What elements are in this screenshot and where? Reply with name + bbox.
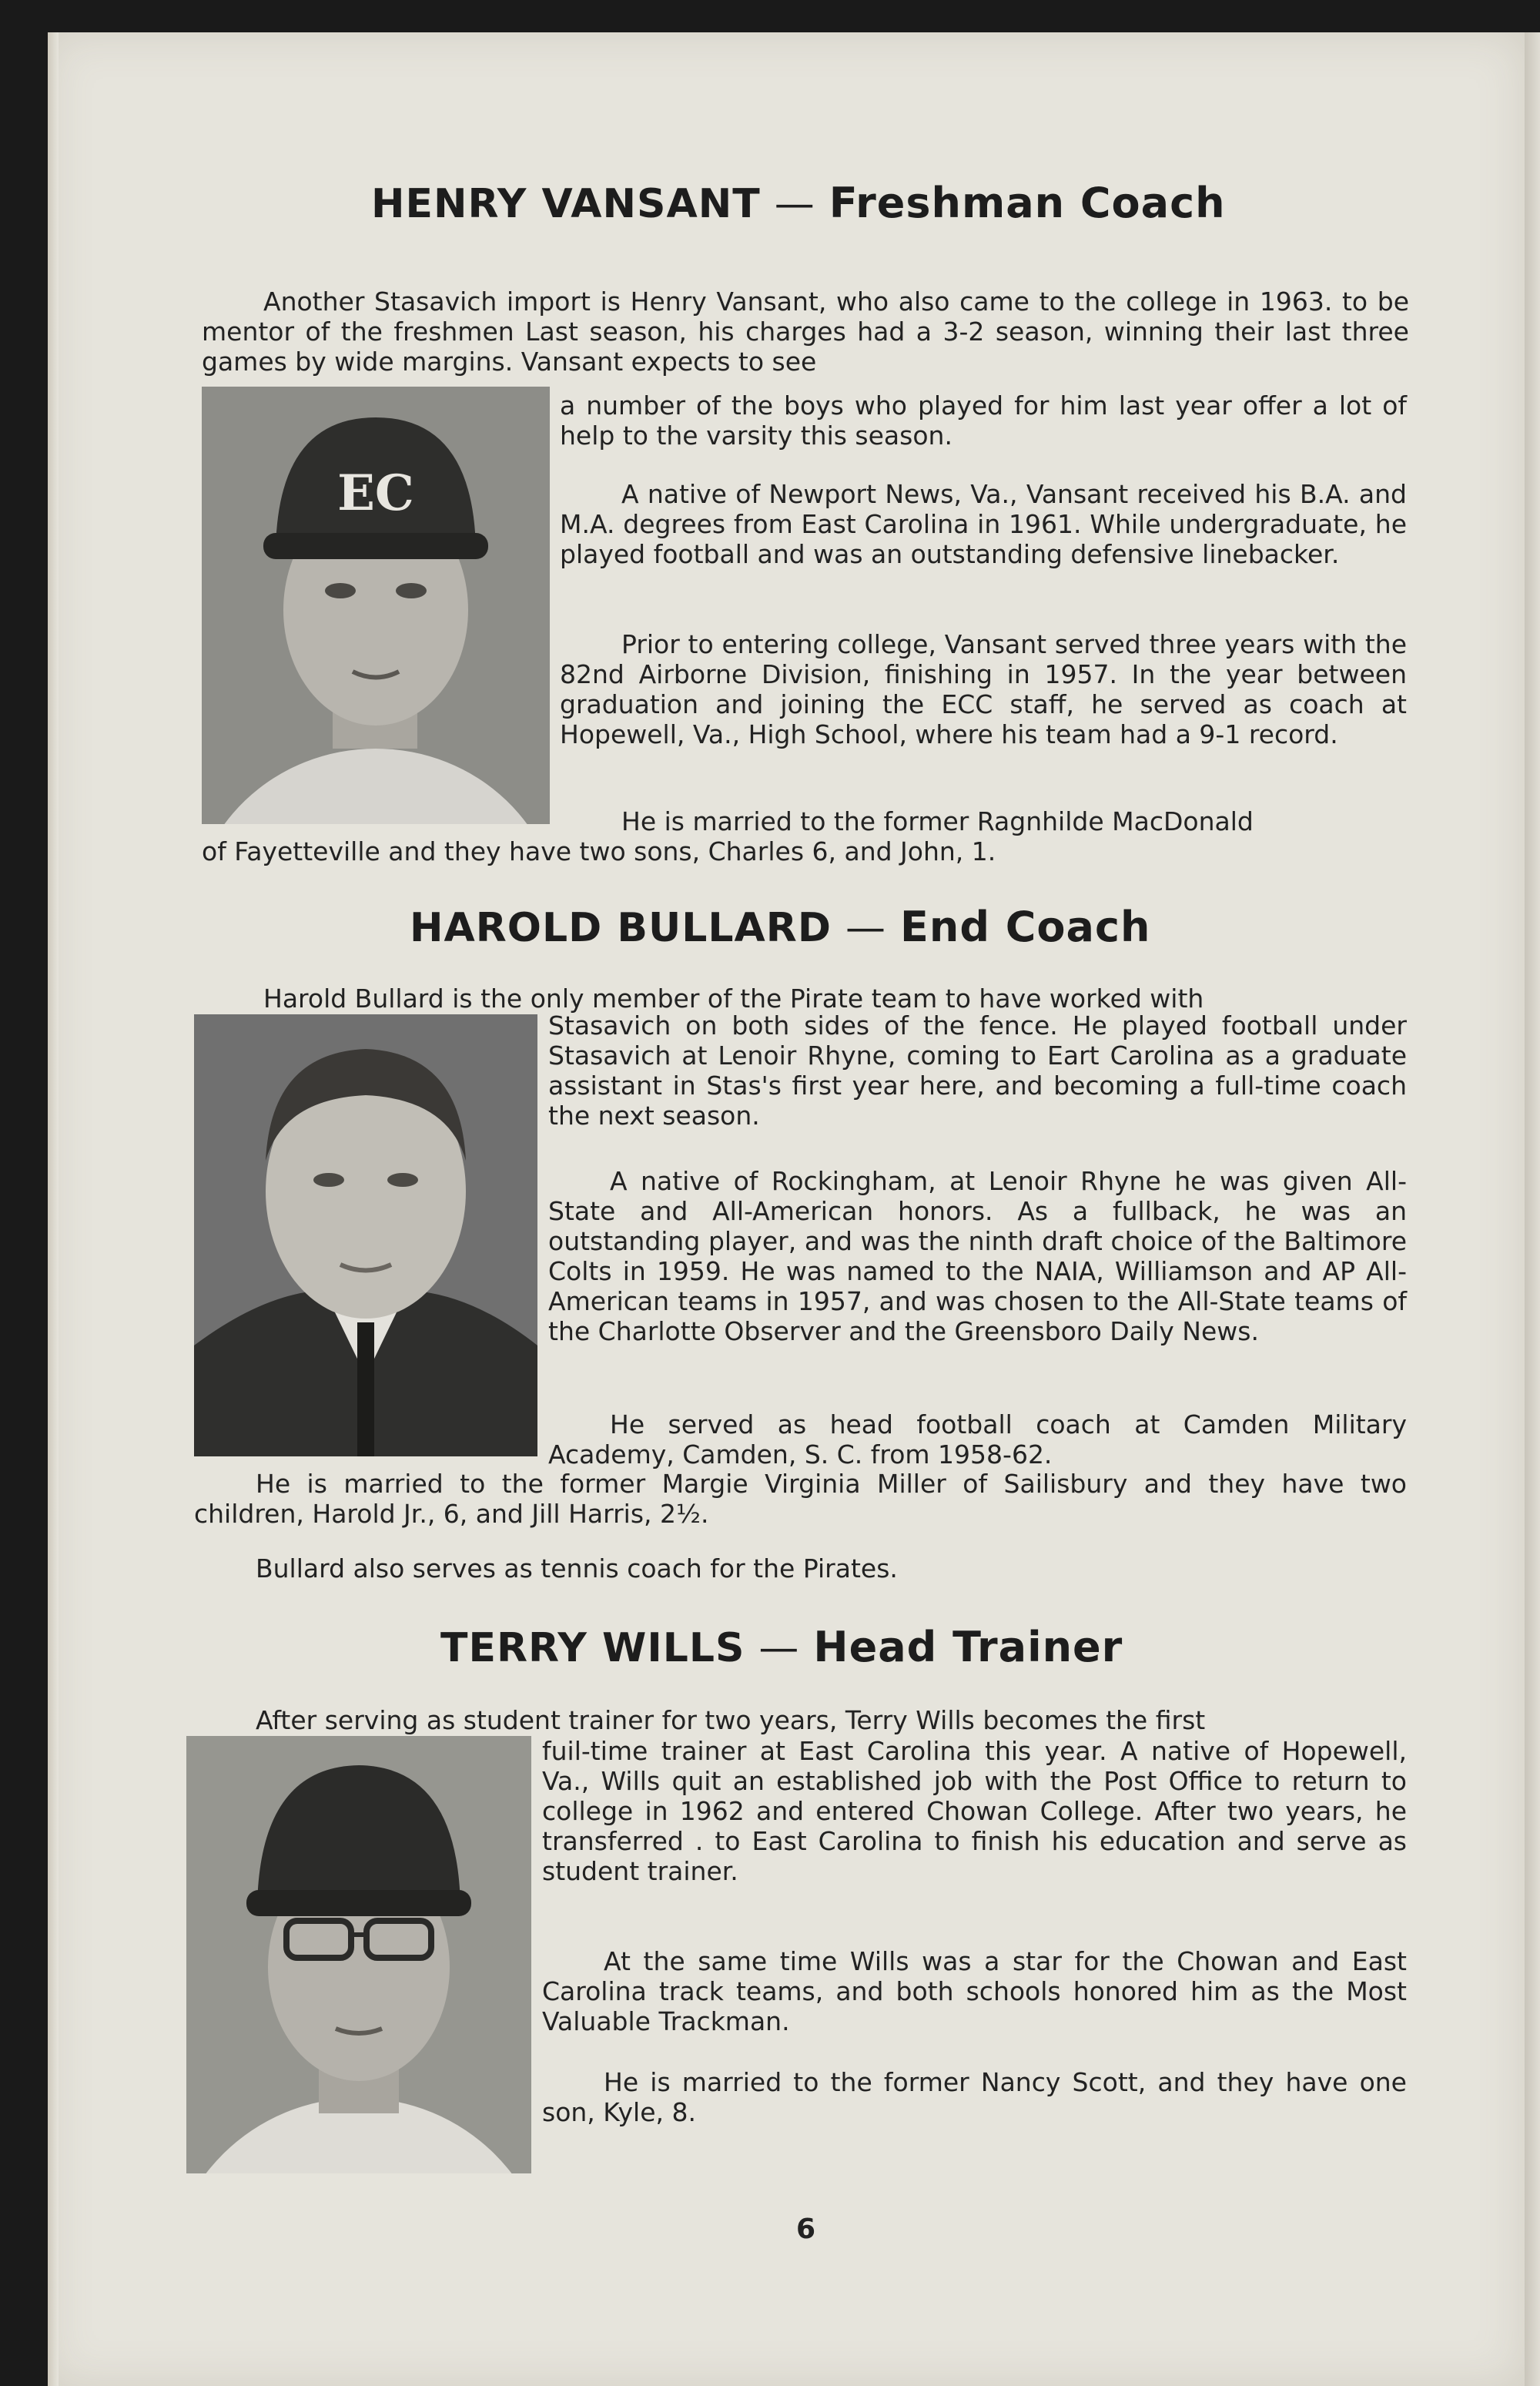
wills-portrait-image [186, 1736, 531, 2173]
vansant-paragraph-4: Prior to entering college, Vansant served three years with the 82nd Airborne Division, finishing in 1957. In the year between graduation and joining the ECC staff, he served as coach at Hopewell, Va., High School, where his team had a 9-1 record. [560, 629, 1407, 749]
wills-paragraph-2: fuil-time trainer at East Carolina this year. A native of Hopewell, Va., Wills quit an established job with the Post Office to return to college in 1962 and entered Chowan College. After two years, he transferred . to East Carolina to finish his education and serve as student trainer. [542, 1736, 1407, 1886]
cap-logo: EC [337, 464, 414, 522]
wills-photo [186, 1736, 531, 2173]
wills-name: TERRY WILLS [440, 1625, 745, 1671]
bullard-paragraph-4: He served as head football coach at Camden Military Academy, Camden, S. C. from 1958-62. [548, 1409, 1407, 1469]
vansant-paragraph-5: He is married to the former Ragnhilde MacDonald [621, 806, 1254, 836]
bullard-name: HAROLD BULLARD [410, 905, 832, 951]
vansant-portrait-image [202, 387, 550, 824]
bullard-paragraph-2: Stasavich on both sides of the fence. He played football under Stasavich at Lenoir Rhyne, coming to Eart Carolina as a graduate assistant in Stas's first year here, and becoming a full-time coach the next season. [548, 1010, 1407, 1131]
wills-role: Head Trainer [813, 1623, 1123, 1671]
bullard-portrait-image [194, 1014, 537, 1456]
bullard-paragraph-5: He is married to the former Margie Virginia Miller of Sailisbury and they have two children, Harold Jr., 6, and Jill Harris, 2½. [194, 1469, 1407, 1529]
vansant-paragraph-3: A native of Newport News, Va., Vansant received his B.A. and M.A. degrees from East Carolina in 1961. While undergraduate, he played football and was an outstanding defensive linebacker. [560, 479, 1407, 569]
wills-paragraph-3: At the same time Wills was a star for the Chowan and East Carolina track teams, and both schools honored him as the Most Valuable Trackman. [542, 1946, 1407, 2036]
program-page [48, 32, 1525, 2386]
bullard-photo [194, 1014, 537, 1456]
bullard-role: End Coach [900, 903, 1151, 951]
bullard-heading: HAROLD BULLARD — End Coach [410, 903, 1151, 951]
vansant-paragraph-2: a number of the boys who played for him last year offer a lot of help to the varsity this season. [560, 390, 1407, 451]
wills-heading: TERRY WILLS — Head Trainer [440, 1623, 1123, 1671]
vansant-paragraph-1: Another Stasavich import is Henry Vansant, who also came to the college in 1963. to be mentor of the freshmen Last season, his charges had a 3-2 season, winning their last three games by wide margins. Vansant expects to see [202, 287, 1409, 377]
vansant-photo [202, 387, 550, 824]
vansant-role: Freshman Coach [829, 179, 1226, 227]
bullard-paragraph-3: A native of Rockingham, at Lenoir Rhyne he was given All-State and All-American honors. As a fullback, he was an outstanding player, and was the ninth draft choice of the Baltimore Colts in 1959. He was named to the NAIA, Williamson and AP All-American teams in 1957, and was chosen to the All-State teams of the Charlotte Observer and the Greensboro Daily News. [548, 1166, 1407, 1346]
page-number: 6 [796, 2213, 816, 2245]
wills-paragraph-1: After serving as student trainer for two years, Terry Wills becomes the first [256, 1705, 1206, 1735]
wills-paragraph-4: He is married to the former Nancy Scott, and they have one son, Kyle, 8. [542, 2067, 1407, 2127]
vansant-paragraph-6: of Fayetteville and they have two sons, Charles 6, and John, 1. [202, 836, 996, 866]
vansant-name: HENRY VANSANT [371, 181, 761, 227]
bullard-paragraph-6: Bullard also serves as tennis coach for the Pirates. [256, 1553, 898, 1583]
vansant-heading: HENRY VANSANT — Freshman Coach [371, 179, 1226, 227]
bullard-paragraph-1: Harold Bullard is the only member of the Pirate team to have worked with [263, 984, 1204, 1014]
